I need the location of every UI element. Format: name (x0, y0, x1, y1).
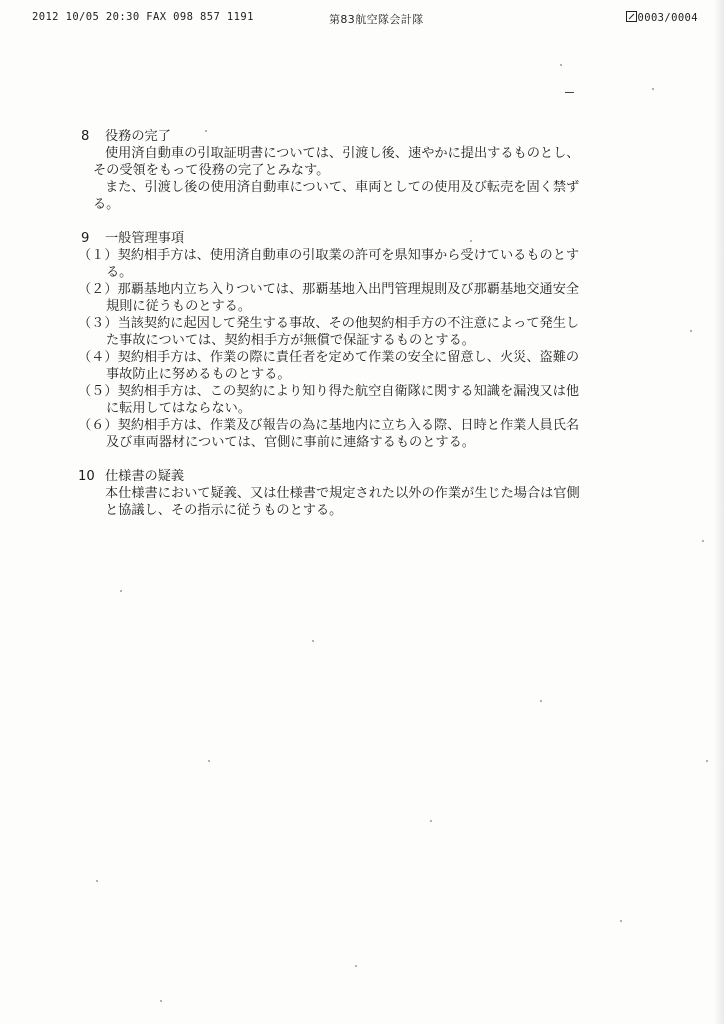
scan-speck (160, 1000, 162, 1002)
scan-speck (355, 965, 357, 967)
scan-speck (430, 820, 432, 822)
scan-speck (205, 130, 207, 132)
item-label: （５） (78, 384, 118, 399)
item-text: 契約相手方は、作業の際に責任者を定めて作業の安全に留意し、火災、盗難の (117, 350, 580, 365)
section-heading (81, 230, 638, 247)
fax-page-box-icon (626, 11, 637, 22)
item-label: （２） (78, 282, 118, 297)
section-number: 8 (81, 129, 90, 144)
paragraph-line: 使用済自動車の引取証明書については、引渡し後、速やかに提出するものとし、 (105, 146, 580, 161)
item-text: 契約相手方は、この契約により知り得た航空自衛隊に関する知識を漏洩又は他 (117, 384, 580, 399)
scan-edge-shadow (714, 0, 724, 1024)
section-number: 9 (81, 231, 90, 246)
list-item (78, 383, 638, 417)
paragraph-line: と協議し、その指示に従うものとする。 (105, 503, 343, 518)
scan-speck (208, 760, 210, 762)
item-text-continued: 規則に従うものとする。 (106, 299, 252, 314)
list-item (78, 349, 638, 383)
item-text-continued: に転用してはならない。 (106, 401, 252, 416)
scan-speck (690, 330, 692, 332)
paragraph-line: る。 (93, 197, 120, 212)
item-text: 当該契約に起因して発生する事故、その他契約相手方の不注意によって発生し (117, 316, 580, 331)
scan-dash-mark (565, 92, 574, 93)
fax-header-organization: 第83航空隊会計隊 (329, 13, 424, 26)
scan-speck (470, 240, 472, 242)
list-item (78, 417, 638, 451)
scan-speck (702, 540, 704, 542)
section-heading (81, 128, 638, 145)
section-title: 仕様書の疑義 (105, 469, 185, 484)
item-label: （４） (78, 350, 118, 365)
document-body (78, 128, 638, 536)
scan-speck (706, 760, 708, 762)
item-text-continued: た事故については、契約相手方が無償で保証するものとする。 (106, 333, 475, 348)
item-text-continued: 及び車両器材については、官側に事前に連絡するものとする。 (106, 435, 475, 450)
paragraph-line: その受領をもって役務の完了とみなす。 (93, 163, 330, 178)
list-item (78, 247, 638, 281)
scan-speck (560, 64, 562, 66)
scan-speck (96, 880, 98, 882)
item-text-continued: る。 (106, 265, 133, 280)
fax-header-sender: 2012 10/05 20:30 FAX 098 857 1191 (32, 11, 254, 23)
section-specification-doubts (78, 468, 638, 519)
list-item (78, 315, 638, 349)
fax-page-number: 0003/0004 (637, 12, 698, 24)
scan-speck (540, 700, 542, 702)
section-title: 一般管理事項 (105, 231, 185, 246)
section-general-management (78, 230, 638, 451)
section-number: 10 (78, 469, 95, 484)
paragraph-line: 本仕様書において疑義、又は仕様書で規定された以外の作業が生じた場合は官側 (105, 486, 580, 501)
paragraph-line: また、引渡し後の使用済自動車について、車両としての使用及び転売を固く禁ず (105, 180, 580, 195)
item-label: （３） (78, 316, 118, 331)
scan-speck (652, 88, 654, 90)
section-heading (78, 468, 638, 485)
scan-speck (312, 640, 314, 642)
scan-speck (620, 920, 622, 922)
list-item (78, 281, 638, 315)
item-label: （６） (78, 418, 118, 433)
item-text: 契約相手方は、使用済自動車の引取業の許可を県知事から受けているものとす (117, 248, 580, 263)
item-label: （１） (78, 248, 118, 263)
fax-header-page-count (626, 11, 699, 24)
fax-header (32, 11, 698, 27)
scan-speck (120, 590, 122, 592)
item-text-continued: 事故防止に努めるものとする。 (106, 367, 291, 382)
item-text: 那覇基地内立ち入りついては、那覇基地入出門管理規則及び那覇基地交通安全 (117, 282, 580, 297)
section-title: 役務の完了 (105, 129, 171, 144)
item-text: 契約相手方は、作業及び報告の為に基地内に立ち入る際、日時と作業人員氏名 (117, 418, 580, 433)
section-completion (78, 128, 638, 213)
